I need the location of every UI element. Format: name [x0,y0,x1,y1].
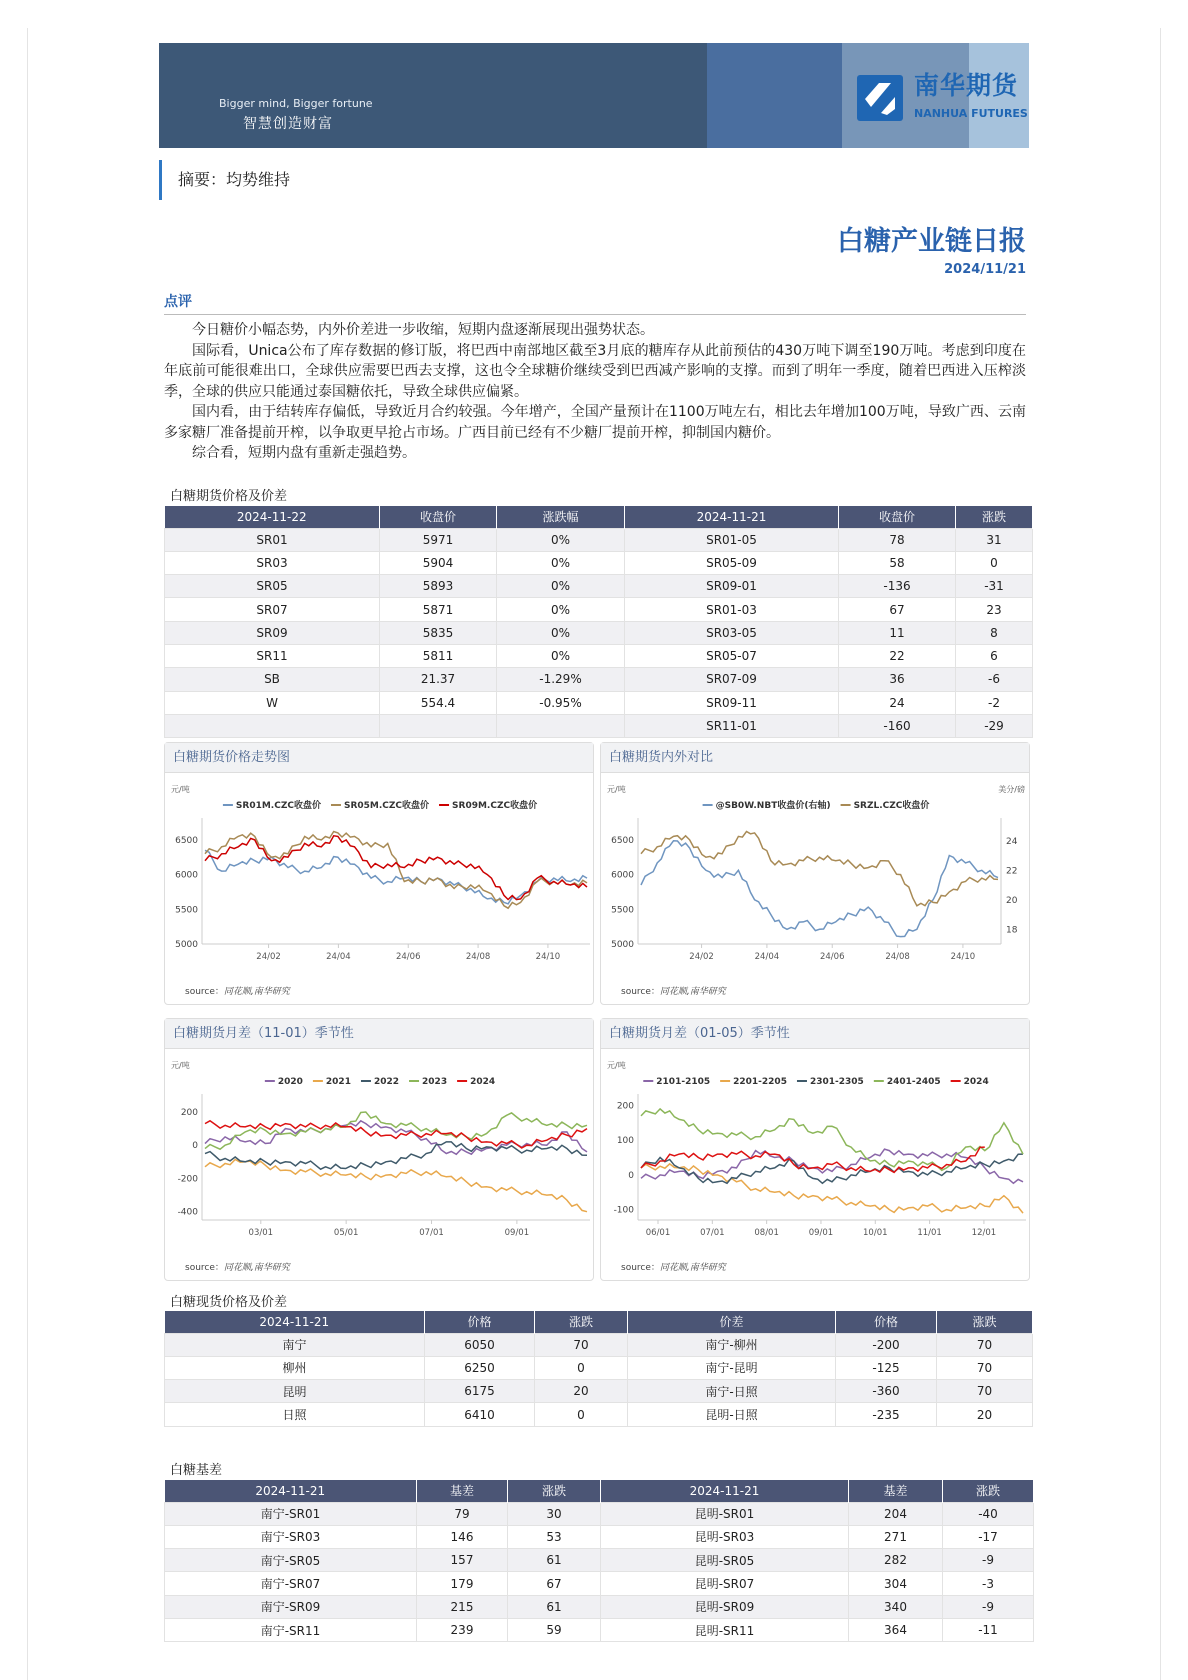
table-cell: 11 [839,621,956,644]
y2-tick-label: 20 [1006,895,1018,906]
table-cell: SR05-07 [625,644,839,667]
table-cell: -136 [839,575,956,598]
table-cell: -200 [836,1333,937,1356]
table-cell: 5871 [380,598,497,621]
legend-label: 2024 [963,1077,989,1087]
table-cell: 南宁-SR01 [165,1502,417,1525]
table-cell: 昆明-SR05 [601,1549,849,1572]
table-cell: 0% [497,598,625,621]
table-row [165,1572,1034,1595]
table-cell: 昆明-日照 [628,1403,836,1426]
column-header: 涨跌 [508,1480,601,1502]
x-tick-label: 10/01 [863,1228,888,1238]
chart-title: 白糖期货月差（01-05）季节性 [601,1019,1029,1049]
table-cell: 南宁-SR11 [165,1618,417,1641]
y2-tick-label: 18 [1006,925,1018,936]
x-tick-label: 09/01 [808,1228,834,1238]
page-margin-line [27,28,28,1680]
table-cell: SR07-09 [625,668,839,691]
y-axis-unit: 元/吨 [607,785,626,794]
table-cell: 61 [508,1549,601,1572]
table-cell: 昆明-SR07 [601,1572,849,1595]
x-tick-label: 24/06 [819,952,845,962]
x-tick-label: 11/01 [917,1228,942,1238]
table-cell: 昆明-SR03 [601,1525,849,1548]
y-tick-label: 100 [616,1136,634,1147]
table-cell: SR11 [165,644,380,667]
legend-label: 2401-2405 [886,1077,941,1087]
table-cell: -40 [943,1502,1034,1525]
table-cell: -6 [956,668,1033,691]
table-row [165,1549,1034,1572]
chart-spread-01-05 [601,1050,1031,1250]
legend-label: 2201-2205 [733,1077,787,1087]
chart-futures-trend [165,774,595,974]
chart-panel-futures-trend [164,742,594,1005]
y-tick-label: -200 [177,1174,198,1185]
x-tick-label: 24/08 [465,952,491,962]
legend-label: SR09M.CZC收盘价 [452,801,538,811]
table-cell: 南宁-SR07 [165,1572,417,1595]
table-cell: 5811 [380,644,497,667]
chart-panel-domestic-foreign [600,742,1030,1005]
y-tick-label: 200 [180,1107,198,1118]
table-cell: -31 [956,575,1033,598]
table-cell: 5971 [380,528,497,551]
table-cell: 20 [535,1380,628,1403]
table-cell: -160 [839,714,956,737]
table-cell: -9 [943,1595,1034,1618]
y-tick-label: -400 [177,1207,198,1218]
table-row [165,598,1033,621]
y-tick-label: 6500 [175,835,198,846]
table-cell: 柳州 [165,1356,425,1379]
column-header: 价格 [425,1311,535,1333]
futures-price-table [164,506,1033,738]
table-cell: 南宁-柳州 [628,1333,836,1356]
table-cell: 0 [535,1403,628,1426]
legend-label: SRZL.CZC收盘价 [853,801,930,811]
table-cell: 8 [956,621,1033,644]
table-cell: 南宁-SR03 [165,1525,417,1548]
table-cell: 南宁-日照 [628,1380,836,1403]
table-cell: 昆明-SR09 [601,1595,849,1618]
slogan-cn: 智慧创造财富 [243,116,333,132]
table-cell: -17 [943,1525,1034,1548]
table-cell: 0% [497,575,625,598]
table-cell: SR05 [165,575,380,598]
series-line-2024 [641,1147,985,1172]
chart-panel-spread-01-05 [600,1018,1030,1281]
nanhua-logo-icon [857,75,903,121]
table-row [165,1595,1034,1618]
page-margin-line [1160,28,1161,1680]
table-cell: 204 [849,1502,943,1525]
legend-label: 2024 [470,1077,496,1087]
chart-domestic-foreign [601,774,1031,974]
y-tick-label: 6000 [611,870,634,881]
column-header: 2024-11-22 [165,506,380,528]
futures-table-caption: 白糖期货价格及价差 [170,489,288,504]
x-tick-label: 08/01 [754,1228,779,1238]
table-cell: 157 [417,1549,508,1572]
table-cell: 0% [497,644,625,667]
table-cell: SR09-11 [625,691,839,714]
y2-axis-unit: 美分/磅 [998,785,1025,794]
table-cell: 78 [839,528,956,551]
table-cell: 24 [839,691,956,714]
column-header: 基差 [417,1480,508,1502]
table-cell: 31 [956,528,1033,551]
y-axis-unit: 元/吨 [607,1061,626,1070]
y-tick-label: 0 [628,1170,634,1181]
column-header: 涨跌 [937,1311,1033,1333]
legend-label: SR01M.CZC收盘价 [235,801,321,811]
table-cell: 南宁-昆明 [628,1356,836,1379]
chart-source: source：同花顺,南华研究 [621,1263,726,1273]
table-cell: SR11-01 [625,714,839,737]
table-cell: 179 [417,1572,508,1595]
x-tick-label: 24/10 [535,952,561,962]
legend-label: 2020 [277,1077,303,1087]
table-cell: 6410 [425,1403,535,1426]
x-tick-label: 24/04 [754,952,780,962]
x-tick-label: 12/01 [971,1228,997,1238]
table-cell: 79 [417,1502,508,1525]
series-line-SR05M.CZC收盘价 [205,832,587,909]
table-cell: 21.37 [380,668,497,691]
table-cell: -0.95% [497,691,625,714]
y-tick-label: 5500 [175,905,198,916]
legend-label: 2301-2305 [809,1077,864,1087]
series-line-2024 [205,1121,587,1148]
y-tick-label: 5000 [611,940,634,950]
column-header: 2024-11-21 [165,1480,417,1502]
table-cell: -125 [836,1356,937,1379]
table-row [165,1333,1033,1356]
table-cell: SR05-09 [625,551,839,574]
x-tick-label: 06/01 [645,1228,671,1238]
table-cell: SR01 [165,528,380,551]
table-cell: 271 [849,1525,943,1548]
table-cell: 0 [535,1356,628,1379]
table-cell: 昆明-SR01 [601,1502,849,1525]
table-cell: 70 [937,1380,1033,1403]
paragraph: 国际看，Unica公布了库存数据的修订版，将巴西中南部地区截至3月底的糖库存从此前预估的430万吨下调至190万吨。考虑到印度在年底前可能很难出口，全球供应需要巴西去支撑，这也令全球糖价继续受到巴西减产影响的支撑。而到了明年一季度，随着巴西进入压榨淡季，全球的供应只能通过泰国糖依托，导致全球供应偏紧。 [164,342,1026,400]
chart-title: 白糖期货内外对比 [601,743,1029,773]
y-tick-label: 5500 [611,905,634,916]
table-cell: 67 [839,598,956,621]
table-cell: 340 [849,1595,943,1618]
legend-label: SR05M.CZC收盘价 [343,801,430,811]
table-row [165,1525,1034,1548]
chart-spread-11-01 [165,1050,595,1250]
series-line-2023 [205,1112,587,1149]
table-row [165,1502,1034,1525]
x-tick-label: 05/01 [333,1228,359,1238]
table-cell: 5835 [380,621,497,644]
x-tick-label: 24/02 [256,952,281,962]
report-date: 2024/11/21 [944,262,1026,277]
table-row [165,1356,1033,1379]
table-cell: 36 [839,668,956,691]
table-cell: 67 [508,1572,601,1595]
comment-heading: 点评 [164,292,1026,315]
logo-text-cn: 南华期货 [914,71,1019,100]
table-cell: -2 [956,691,1033,714]
summary-heading: 摘要：均势维持 [159,160,290,200]
series-line-2301-2305 [641,1154,1023,1183]
table-cell: 304 [849,1572,943,1595]
chart-source: source：同花顺,南华研究 [621,987,726,997]
table-cell: W [165,691,380,714]
legend-label: @SB0W.NBT收盘价(右轴) [715,801,831,811]
logo-text-en: NANHUA FUTURES [914,107,1028,120]
y-tick-label: 0 [192,1141,198,1152]
table-cell: 22 [839,644,956,667]
column-header: 涨跌 [956,506,1033,528]
x-tick-label: 03/01 [248,1228,274,1238]
x-tick-label: 24/10 [950,952,976,962]
table-cell: SR01-03 [625,598,839,621]
table-row [165,668,1033,691]
table-cell: 6 [956,644,1033,667]
column-header: 收盘价 [839,506,956,528]
y-tick-label: -100 [613,1205,634,1216]
chart-source: source：同花顺,南华研究 [185,1263,290,1273]
table-cell: SR03-05 [625,621,839,644]
table-row [165,691,1033,714]
x-tick-label: 07/01 [700,1228,725,1238]
table-cell: 53 [508,1525,601,1548]
y-tick-label: 200 [616,1101,634,1112]
report-title: 白糖产业链日报 [837,226,1026,257]
table-cell: 146 [417,1525,508,1548]
chart-title: 白糖期货月差（11-01）季节性 [165,1019,593,1049]
table-cell: -3 [943,1572,1034,1595]
y2-tick-label: 22 [1006,866,1018,877]
y-tick-label: 5000 [175,940,198,950]
spot-table-caption: 白糖现货价格及价差 [170,1295,288,1310]
table-row [165,621,1033,644]
column-header: 涨跌 [535,1311,628,1333]
slogan-en: Bigger mind, Bigger fortune [219,97,373,110]
legend-label: 2022 [373,1077,400,1087]
table-cell: 364 [849,1618,943,1641]
comment-body [164,320,1026,464]
table-cell: 23 [956,598,1033,621]
table-cell: 554.4 [380,691,497,714]
table-cell: 6175 [425,1380,535,1403]
table-cell [165,714,380,737]
spot-price-table [164,1311,1033,1427]
table-cell: 昆明 [165,1380,425,1403]
column-header: 基差 [849,1480,943,1502]
chart-panel-spread-11-01 [164,1018,594,1281]
x-tick-label: 07/01 [419,1228,444,1238]
x-tick-label: 09/01 [504,1228,530,1238]
table-row [165,644,1033,667]
y2-tick-label: 24 [1006,836,1018,847]
table-cell: 昆明-SR11 [601,1618,849,1641]
table-cell: 南宁-SR05 [165,1549,417,1572]
table-cell: 61 [508,1595,601,1618]
table-cell: 215 [417,1595,508,1618]
table-cell: -235 [836,1403,937,1426]
table-cell: 20 [937,1403,1033,1426]
y-tick-label: 6500 [611,835,634,846]
paragraph: 国内看，由于结转库存偏低，导致近月合约较强。今年增产，全国产量预计在1100万吨左右，相比去年增加100万吨，导致广西、云南多家糖厂准备提前开榨，以争取更早抢占市场。广西目前已经有不少糖厂提前开榨，抑制国内糖价。 [164,404,1026,441]
chart-title: 白糖期货价格走势图 [165,743,593,773]
x-tick-label: 24/04 [326,952,351,962]
table-cell: 0 [956,551,1033,574]
table-cell: 70 [937,1356,1033,1379]
header-banner [159,43,1029,148]
table-cell: 30 [508,1502,601,1525]
table-cell: 南宁-SR09 [165,1595,417,1618]
table-cell: 日照 [165,1403,425,1426]
table-cell [380,714,497,737]
table-header-row [165,506,1033,528]
y-axis-unit: 元/吨 [171,785,190,794]
basis-table [164,1480,1034,1642]
table-row [165,575,1033,598]
table-cell: SR09 [165,621,380,644]
column-header: 2024-11-21 [625,506,839,528]
column-header: 价差 [628,1311,836,1333]
table-row [165,528,1033,551]
column-header: 涨跌 [943,1480,1034,1502]
column-header: 2024-11-21 [601,1480,849,1502]
table-cell: SR09-01 [625,575,839,598]
table-header-row [165,1311,1033,1333]
column-header: 2024-11-21 [165,1311,425,1333]
y-axis-unit: 元/吨 [171,1061,190,1070]
table-cell: 239 [417,1618,508,1641]
paragraph: 今日糖价小幅态势，内外价差进一步收缩，短期内盘逐渐展现出强势状态。 [192,322,654,338]
table-cell: 59 [508,1618,601,1641]
table-cell: -9 [943,1549,1034,1572]
table-cell: 282 [849,1549,943,1572]
x-tick-label: 24/08 [885,952,910,962]
basis-table-caption: 白糖基差 [170,1463,223,1478]
table-cell: 70 [535,1333,628,1356]
table-cell: -29 [956,714,1033,737]
table-cell: 5904 [380,551,497,574]
table-cell: 南宁 [165,1333,425,1356]
legend-label: 2021 [325,1077,351,1087]
series-line-@SB0W.NBT收盘价(右轴) [641,841,998,937]
table-cell: 58 [839,551,956,574]
column-header: 涨跌幅 [497,506,625,528]
table-cell: SR01-05 [625,528,839,551]
y-tick-label: 6000 [175,870,198,881]
table-cell: 6250 [425,1356,535,1379]
table-cell: 0% [497,528,625,551]
legend-label: 2023 [422,1077,448,1087]
column-header: 价格 [836,1311,937,1333]
table-row [165,1380,1033,1403]
paragraph: 综合看，短期内盘有重新走强趋势。 [192,445,416,461]
table-header-row [165,1480,1034,1502]
table-cell: -11 [943,1618,1034,1641]
table-cell [497,714,625,737]
chart-source: source：同花顺,南华研究 [185,987,290,997]
x-tick-label: 24/06 [395,952,421,962]
table-cell: SB [165,668,380,691]
table-cell: 0% [497,621,625,644]
table-cell: SR03 [165,551,380,574]
table-cell: -1.29% [497,668,625,691]
table-row [165,1403,1033,1426]
column-header: 收盘价 [380,506,497,528]
table-cell: 6050 [425,1333,535,1356]
x-tick-label: 24/02 [689,952,714,962]
legend-label: 2101-2105 [656,1077,711,1087]
table-row [165,714,1033,737]
table-cell: 5893 [380,575,497,598]
series-line-2021 [205,1160,587,1212]
table-row [165,1618,1034,1641]
table-cell: SR07 [165,598,380,621]
table-row [165,551,1033,574]
table-cell: -360 [836,1380,937,1403]
table-cell: 0% [497,551,625,574]
table-cell: 70 [937,1333,1033,1356]
